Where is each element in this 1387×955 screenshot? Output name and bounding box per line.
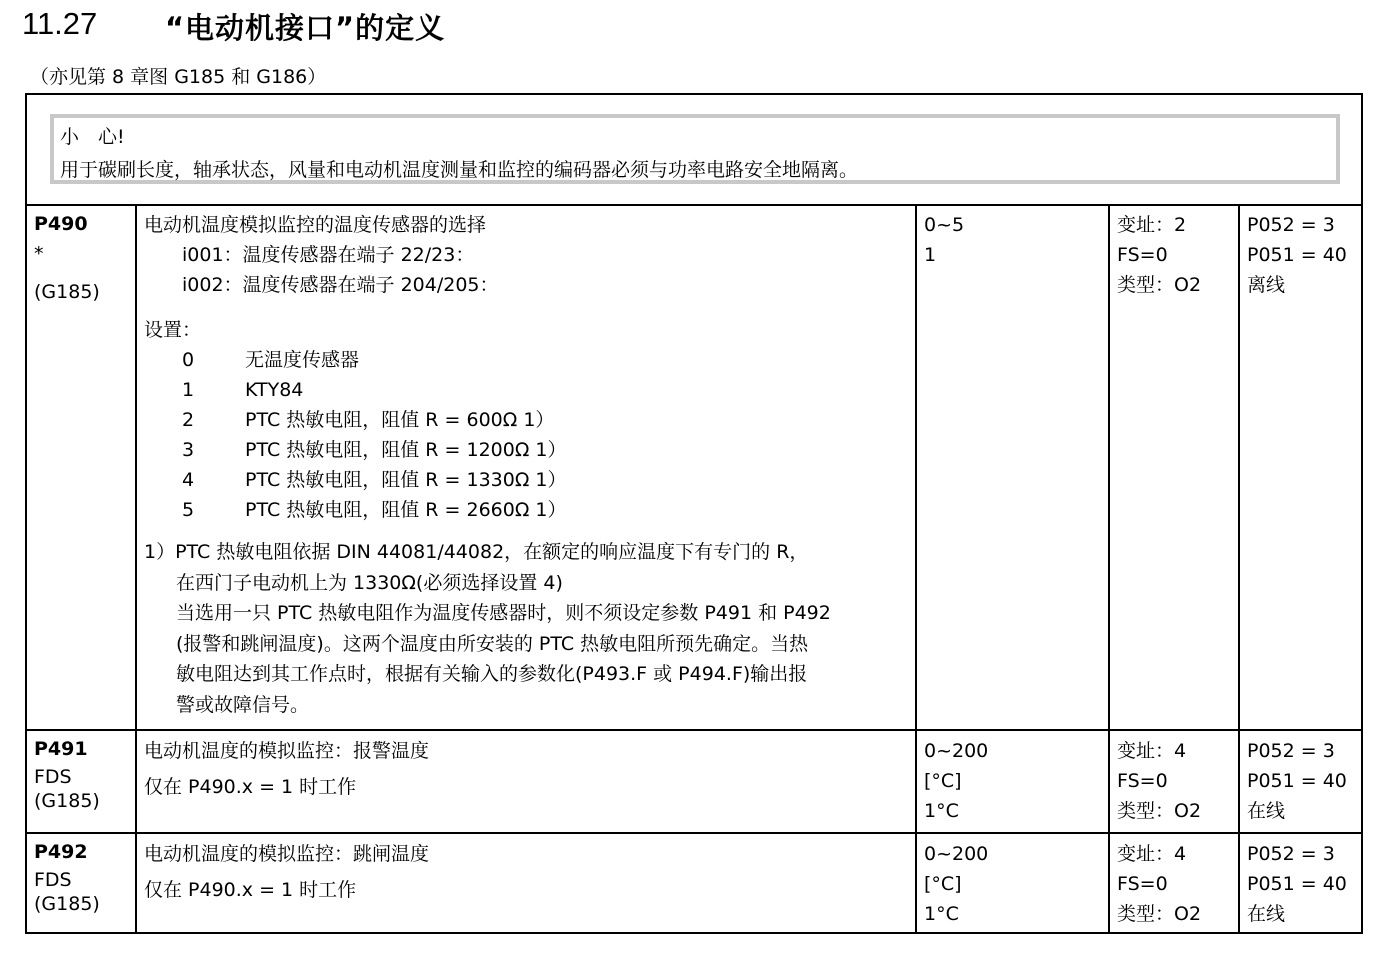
p490-option (144, 465, 831, 495)
p491-id-cell (34, 735, 100, 815)
option-key: 0 (182, 349, 195, 371)
option-key: 2 (182, 409, 195, 431)
p490-attributes-cell (1117, 210, 1201, 300)
p491-title: 电动机温度的模拟监控：报警温度 (144, 740, 430, 762)
p491-ref: (G185) (34, 790, 100, 812)
option-text: PTC 热敏电阻，阻值 R = 600Ω 1） (245, 409, 555, 431)
section-subtitle: （亦见第 8 章图 G185 和 G186） (30, 66, 327, 88)
p491-step: 1°C (924, 800, 959, 822)
p492-attributes-cell (1117, 839, 1201, 929)
p491-access-cell (1247, 736, 1347, 826)
section-number: 11.27 (22, 6, 98, 41)
p492-step: 1°C (924, 903, 959, 925)
p490-fs: FS=0 (1117, 244, 1168, 266)
caution-box (50, 114, 1340, 184)
footnote-line: 1）PTC 热敏电阻依据 DIN 44081/44082，在额定的响应温度下有专门的 R， (144, 541, 809, 563)
p492-desc: 仅在 P490.x = 1 时工作 (144, 879, 357, 901)
p490-settings-label: 设置： (144, 319, 202, 341)
p492-mode: 在线 (1247, 903, 1286, 925)
p490-range: 0~5 (924, 214, 965, 236)
p490-id-cell (34, 209, 100, 307)
option-text: 无温度传感器 (245, 349, 360, 371)
p491-range-cell (924, 736, 988, 826)
p492-id-cell (34, 838, 100, 918)
row-divider (27, 832, 1361, 834)
option-text: KTY84 (245, 379, 304, 401)
option-key: 5 (182, 499, 195, 521)
p491-fs: FS=0 (1117, 770, 1168, 792)
caution-title: 小 心! (60, 126, 125, 148)
p492-title: 电动机温度的模拟监控：跳闸温度 (144, 843, 430, 865)
option-key: 1 (182, 379, 195, 401)
p491-p052: P052 = 3 (1247, 740, 1335, 762)
p491-desc: 仅在 P490.x = 1 时工作 (144, 776, 357, 798)
column-divider (1238, 204, 1240, 934)
option-text: PTC 热敏电阻，阻值 R = 2660Ω 1） (245, 499, 567, 521)
p490-title: 电动机温度模拟监控的温度传感器的选择 (144, 214, 487, 236)
p492-name: P492 (34, 841, 88, 863)
footnote-line: 警或故障信号。 (176, 693, 310, 716)
p490-mode: 离线 (1247, 274, 1286, 296)
column-divider (135, 204, 137, 934)
footnote-line: 敏电阻达到其工作点时，根据有关输入的参数化(P493.F 或 P494.F)输出报 (176, 663, 808, 685)
option-key: 3 (182, 439, 195, 461)
option-text: PTC 热敏电阻，阻值 R = 1330Ω 1） (245, 469, 567, 491)
caution-text: 用于碳刷长度，轴承状态，风量和电动机温度测量和监控的编码器必须与功率电路安全地隔离。 (60, 159, 859, 181)
p492-unit: [°C] (924, 873, 962, 895)
p491-unit: [°C] (924, 770, 962, 792)
p490-p052: P052 = 3 (1247, 214, 1335, 236)
p490-option (144, 435, 831, 465)
p490-option (144, 405, 831, 435)
p492-mark: FDS (34, 869, 72, 891)
p491-change-index: 变址：4 (1117, 740, 1187, 762)
p492-ref: (G185) (34, 893, 100, 915)
row-divider (27, 204, 1361, 206)
p492-p051: P051 = 40 (1247, 873, 1347, 895)
p490-ref: (G185) (34, 281, 100, 303)
p490-option (144, 375, 831, 405)
p491-mode: 在线 (1247, 800, 1286, 822)
p490-name: P490 (34, 213, 88, 235)
footnote-line: 当选用一只 PTC 热敏电阻作为温度传感器时，则不须设定参数 P491 和 P492 (176, 602, 831, 624)
p492-type: 类型：O2 (1117, 903, 1202, 925)
p492-fs: FS=0 (1117, 873, 1168, 895)
p492-access-cell (1247, 839, 1347, 929)
section-title: “电动机接口”的定义 (165, 11, 446, 45)
p490-i002: i002：温度传感器在端子 204/205： (182, 274, 499, 296)
p491-type: 类型：O2 (1117, 800, 1202, 822)
p490-change-index: 变址：2 (1117, 214, 1187, 236)
p492-change-index: 变址：4 (1117, 843, 1187, 865)
p491-name: P491 (34, 738, 88, 760)
p490-i001: i001：温度传感器在端子 22/23： (182, 244, 475, 266)
p492-description-cell (144, 839, 429, 905)
footnote-line: (报警和跳闸温度)。这两个温度由所安装的 PTC 热敏电阻所预先确定。当热 (176, 632, 809, 655)
p490-p051: P051 = 40 (1247, 244, 1347, 266)
p490-option (144, 345, 831, 375)
p490-description-cell (144, 210, 831, 720)
p490-access-cell (1247, 210, 1347, 300)
p491-description-cell (144, 736, 429, 802)
p491-mark: FDS (34, 766, 72, 788)
p490-option (144, 495, 831, 525)
p492-range: 0~200 (924, 843, 989, 865)
p491-p051: P051 = 40 (1247, 770, 1347, 792)
p491-attributes-cell (1117, 736, 1201, 826)
column-divider (915, 204, 917, 934)
p490-range-cell (924, 210, 964, 270)
p492-p052: P052 = 3 (1247, 843, 1335, 865)
p491-range: 0~200 (924, 740, 989, 762)
p490-mark: * (34, 243, 44, 265)
p490-footnote (144, 537, 831, 720)
parameter-table (25, 93, 1363, 934)
row-divider (27, 729, 1361, 731)
p490-default: 1 (924, 244, 937, 266)
column-divider (1108, 204, 1110, 934)
p490-type: 类型：O2 (1117, 274, 1202, 296)
p492-range-cell (924, 839, 988, 929)
footnote-line: 在西门子电动机上为 1330Ω(必须选择设置 4) (176, 571, 563, 594)
option-key: 4 (182, 469, 195, 491)
option-text: PTC 热敏电阻，阻值 R = 1200Ω 1） (245, 439, 567, 461)
